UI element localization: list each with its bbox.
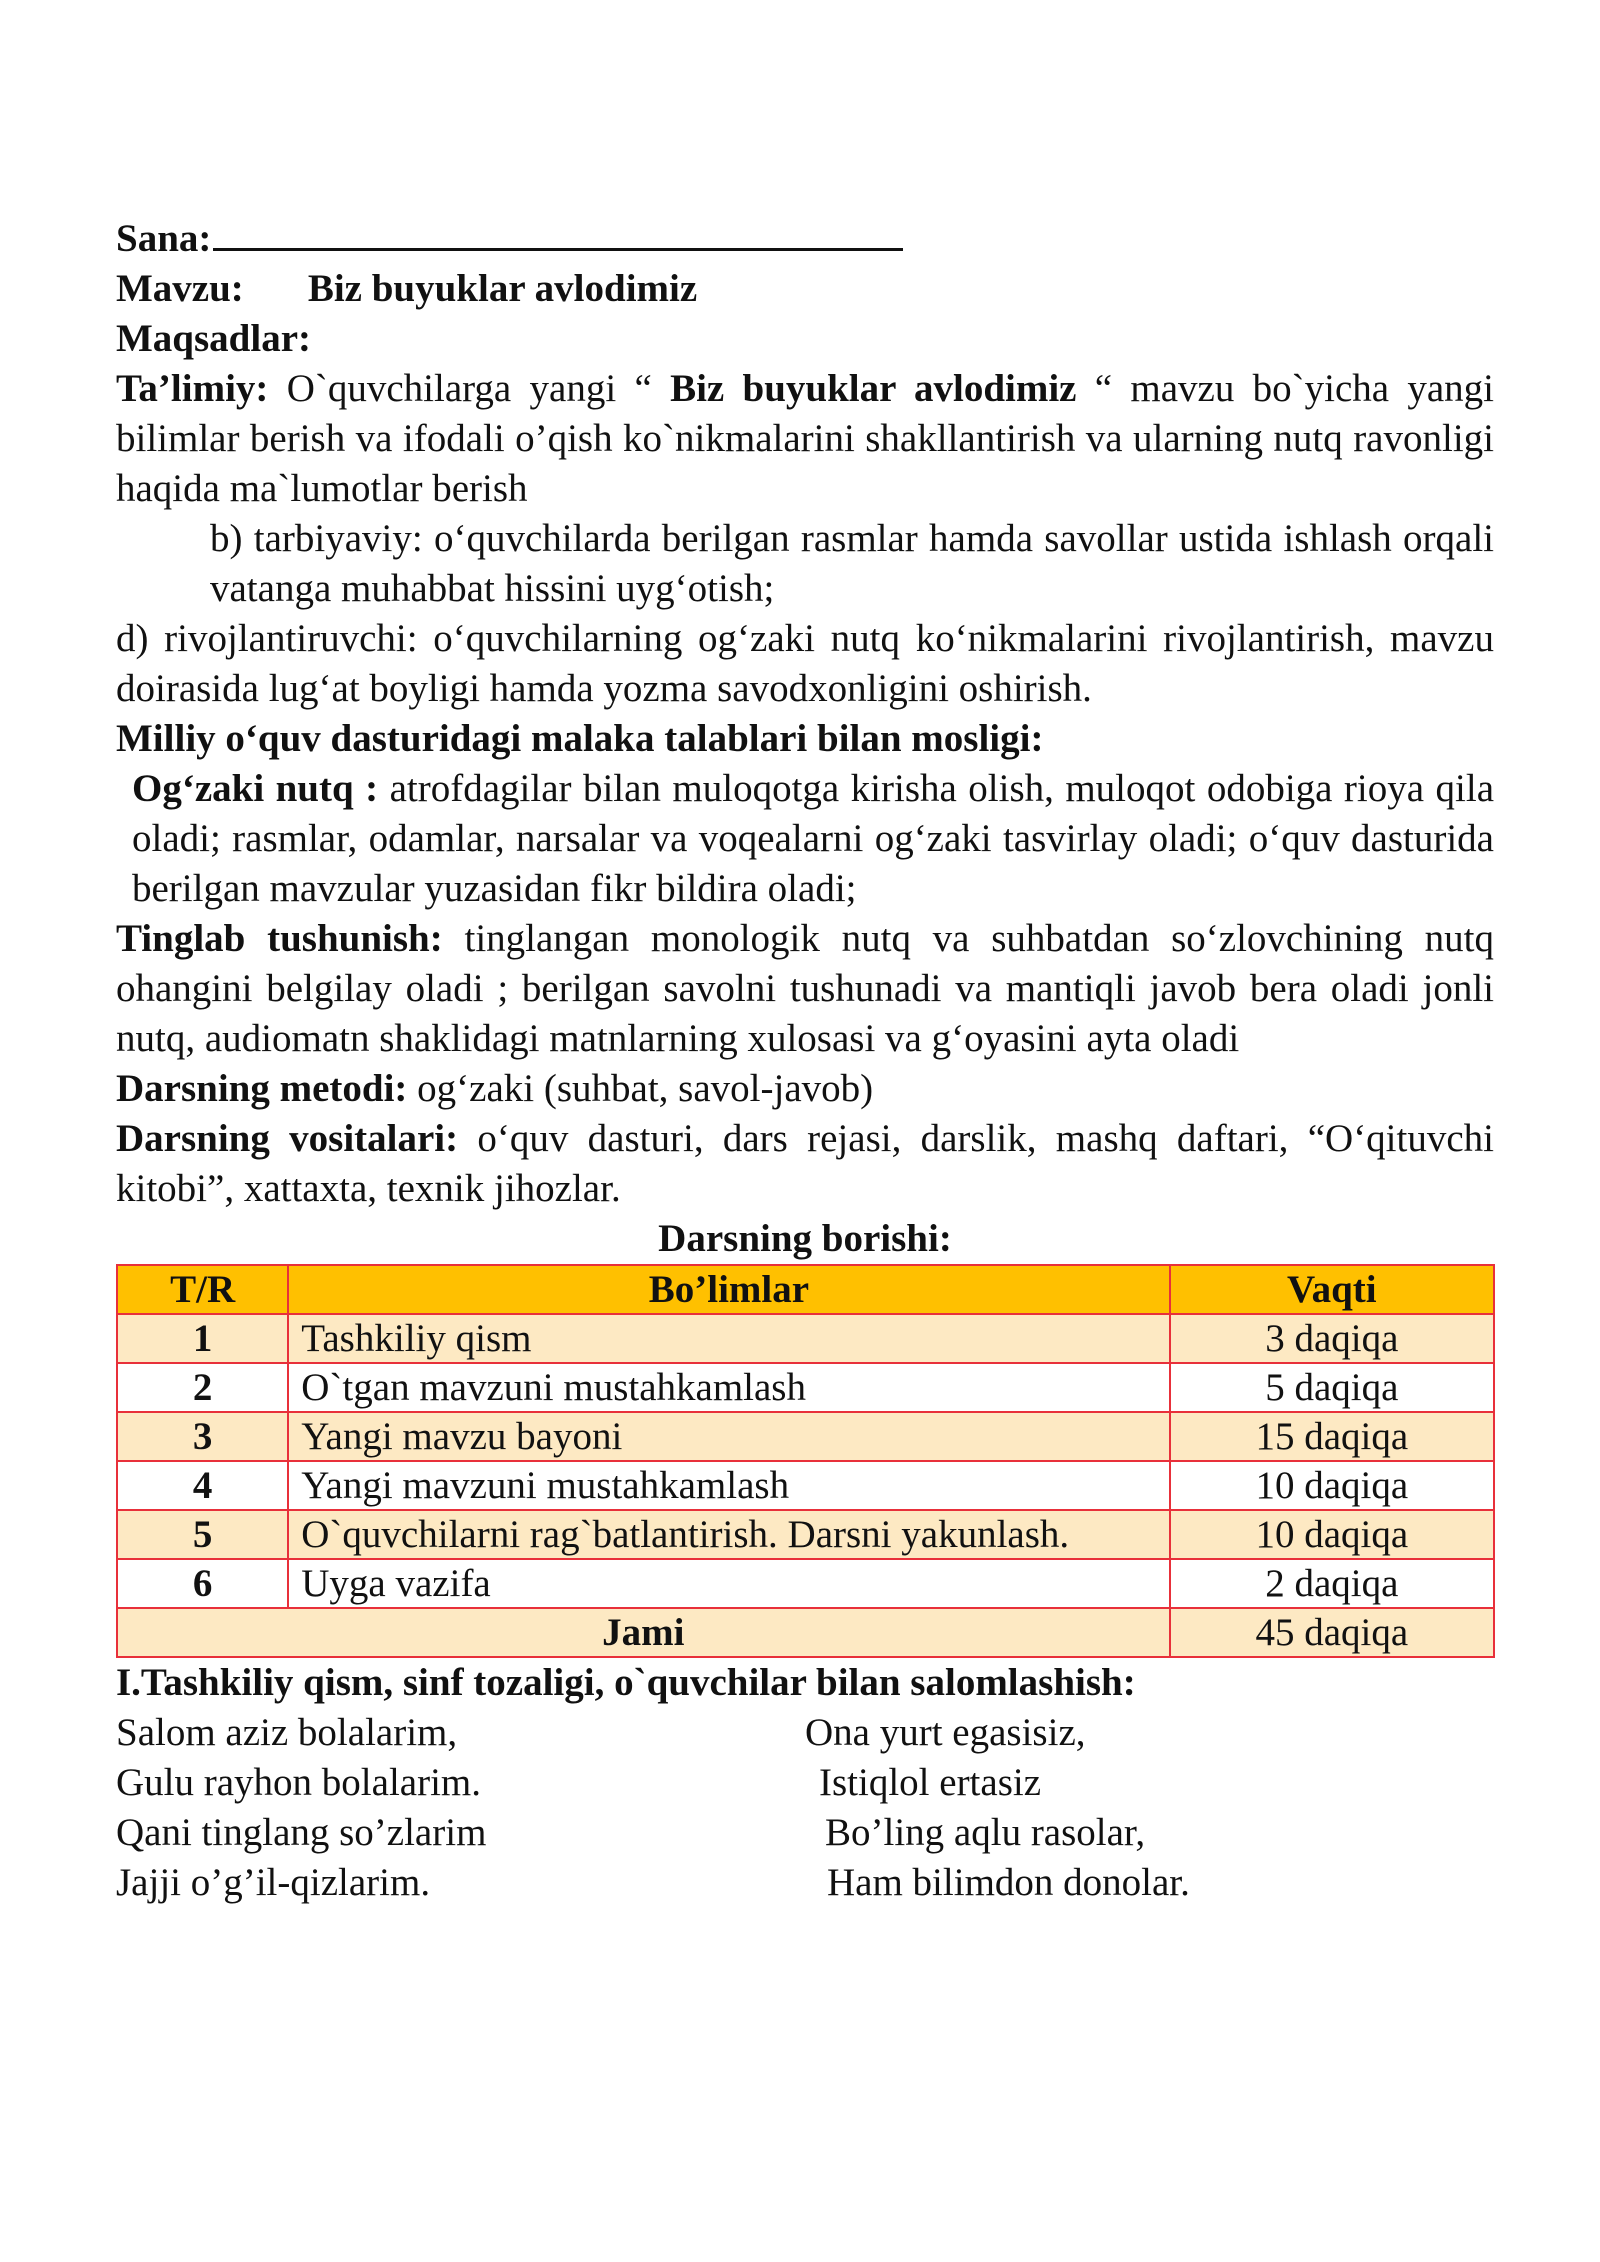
poem-right-column xyxy=(805,1708,1494,1908)
listening-standard: Tinglab tushunish: tinglangan monologik nutq va suhbatdan so‘zlovchining nutq ohangini belgilay oladi ; berilgan savolni tushunadi va mantiqli javob bera oladi jonli nutq, audiomatn shaklidagi matnlarning xulosasi va g‘oyasini ayta oladi xyxy=(116,917,1494,1060)
poem-line: Salom aziz bolalarim, xyxy=(116,1711,458,1754)
greeting-poem xyxy=(116,1708,1494,1908)
oral-speech-label: Og‘zaki nutq : xyxy=(132,767,379,810)
table-row: 2 O`tgan mavzuni mustahkamlash 5 daqiqa xyxy=(117,1363,1494,1412)
header-number: T/R xyxy=(117,1265,288,1314)
developmental-goal: d) rivojlantiruvchi: o‘quvchilarning og‘zaki nutq ko‘nikmalarini rivojlantirish, mavzu doirasida lug‘at boyligi hamda yozma savodxonligini oshirish. xyxy=(116,617,1494,710)
poem-line: Qani tinglang so’zlarim xyxy=(116,1811,487,1854)
table-row: 6 Uyga vazifa 2 daqiqa xyxy=(117,1559,1494,1608)
total-label: Jami xyxy=(117,1608,1170,1657)
date-line xyxy=(116,212,1494,264)
document-content xyxy=(116,212,1494,1908)
table-row: 5 O`quvchilarni rag`batlantirish. Darsni yakunlash. 10 daqiqa xyxy=(117,1510,1494,1559)
listening-label: Tinglab tushunish: xyxy=(116,917,443,960)
lesson-tools: Darsning vositalari: o‘quv dasturi, dars rejasi, darslik, mashq daftari, “O‘qituvchi kitobi”, xattaxta, texnik jihozlar. xyxy=(116,1117,1494,1210)
poem-line: Istiqlol ertasiz xyxy=(819,1761,1042,1804)
poem-line: Ham bilimdon donolar. xyxy=(827,1861,1190,1904)
upbringing-goal: b) tarbiyaviy: o‘quvchilarda berilgan rasmlar hamda savollar ustida ishlash orqali vatanga muhabbat hissini uyg‘otish; xyxy=(210,517,1494,610)
header-time: Vaqti xyxy=(1170,1265,1494,1314)
table-row: 3 Yangi mavzu bayoni 15 daqiqa xyxy=(117,1412,1494,1461)
poem-left-column xyxy=(116,1708,805,1908)
educational-goal-label: Ta’limiy: xyxy=(116,367,269,410)
date-label: Sana: xyxy=(116,217,212,260)
lesson-plan-title: Darsning borishi: xyxy=(658,1217,952,1260)
topic-value: Biz buyuklar avlodimiz xyxy=(307,267,698,310)
topic-label: Mavzu: xyxy=(116,267,244,310)
table-row: 1 Tashkiliy qism 3 daqiqa xyxy=(117,1314,1494,1363)
lesson-method: Darsning metodi: og‘zaki (suhbat, savol-javob) xyxy=(116,1067,874,1110)
total-time: 45 daqiqa xyxy=(1170,1608,1494,1657)
poem-line: Ona yurt egasisiz, xyxy=(805,1711,1086,1754)
educational-goal: Ta’limiy: O`quvchilarga yangi “ Biz buyuklar avlodimiz “ mavzu bo`yicha yangi bilimlar berish va ifodali o’qish ko`nikmalarini shakllantirish va ularning nutq ravonligi haqida ma`lumotlar berish xyxy=(116,367,1495,510)
goals-heading: Maqsadlar: xyxy=(116,317,311,360)
table-header-row xyxy=(117,1265,1494,1314)
poem-line: Bo’ling aqlu rasolar, xyxy=(825,1811,1146,1854)
standards-heading: Milliy o‘quv dasturidagi malaka talablari bilan mosligi: xyxy=(116,717,1044,760)
topic-line xyxy=(116,264,1494,314)
poem-line: Gulu rayhon bolalarim. xyxy=(116,1761,481,1804)
educational-goal-topic: Biz buyuklar avlodimiz xyxy=(670,367,1077,410)
header-sections: Bo’limlar xyxy=(288,1265,1169,1314)
oral-speech-standard: Og‘zaki nutq : atrofdagilar bilan muloqotga kirisha olish, muloqot odobiga rioya qila oladi; rasmlar, odamlar, narsalar va voqealarni og‘zaki tasvirlay oladi; o‘quv dasturida berilgan mavzular yuzasidan fikr bildira oladi; xyxy=(132,767,1495,910)
lesson-method-label: Darsning metodi: xyxy=(116,1067,408,1110)
date-blank-line xyxy=(213,212,903,251)
table-total-row xyxy=(117,1608,1494,1657)
poem-line: Jajji o’g’il-qizlarim. xyxy=(116,1861,431,1904)
lesson-tools-label: Darsning vositalari: xyxy=(116,1117,459,1160)
lesson-plan-table xyxy=(116,1264,1495,1658)
table-row: 4 Yangi mavzuni mustahkamlash 10 daqiqa xyxy=(117,1461,1494,1510)
section-1-heading: I.Tashkiliy qism, sinf tozaligi, o`quvchilar bilan salomlashish: xyxy=(116,1661,1136,1704)
